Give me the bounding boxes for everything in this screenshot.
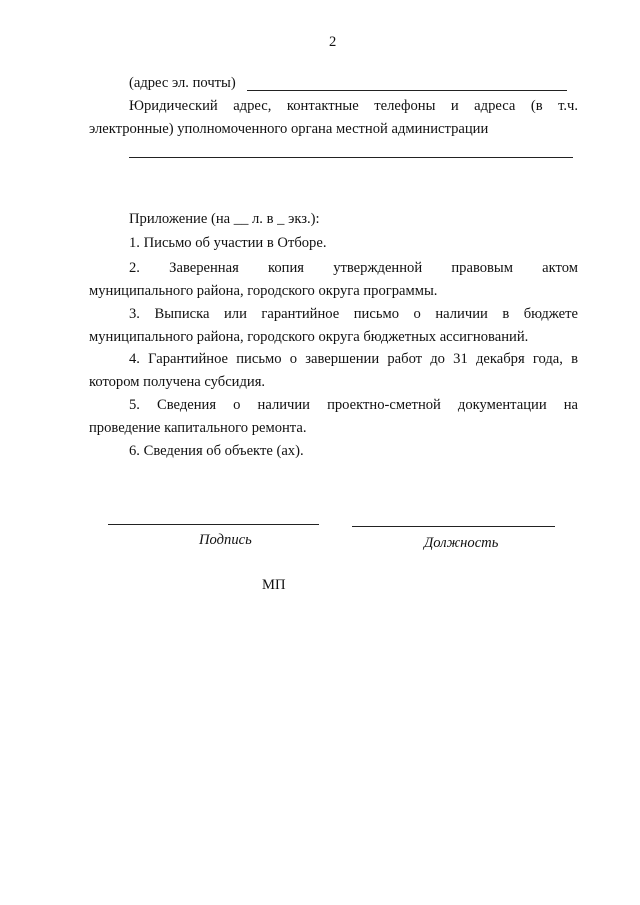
legal-address-line-1: Юридический адрес, контактные телефоны и адреса (в т.ч. [129, 98, 578, 114]
signature-line [108, 524, 319, 525]
appendix-item-5-line-1: 5. Сведения о наличии проектно-сметной документации на [129, 397, 578, 413]
stamp-placeholder: МП [262, 577, 286, 593]
appendix-item-2-line-2: муниципального района, городского округа программы. [89, 283, 438, 299]
appendix-item-5-line-2: проведение капитального ремонта. [89, 420, 307, 436]
appendix-item-1: 1. Письмо об участии в Отборе. [129, 235, 327, 251]
appendix-item-4-line-1: 4. Гарантийное письмо о завершении работ до 31 декабря года, в [129, 351, 578, 367]
email-underline [247, 90, 567, 91]
appendix-item-6: 6. Сведения об объекте (ах). [129, 443, 304, 459]
email-label: (адрес эл. почты) [129, 75, 236, 91]
signature-caption: Подпись [199, 532, 252, 548]
appendix-item-3-line-1: 3. Выписка или гарантийное письмо о наличии в бюджете [129, 306, 578, 322]
page-number: 2 [329, 34, 337, 50]
position-line [352, 526, 555, 527]
appendix-item-4-line-2: котором получена субсидия. [89, 374, 266, 390]
legal-address-underline [129, 157, 573, 158]
legal-address-line-2: электронные) уполномоченного органа местной администрации [89, 121, 489, 137]
appendix-item-2-line-1: 2. Заверенная копия утвержденной правовым актом [129, 260, 578, 276]
appendix-header: Приложение (на __ л. в _ экз.): [129, 211, 320, 227]
appendix-item-3-line-2: муниципального района, городского округа бюджетных ассигнований. [89, 329, 529, 345]
position-caption: Должность [424, 535, 499, 551]
